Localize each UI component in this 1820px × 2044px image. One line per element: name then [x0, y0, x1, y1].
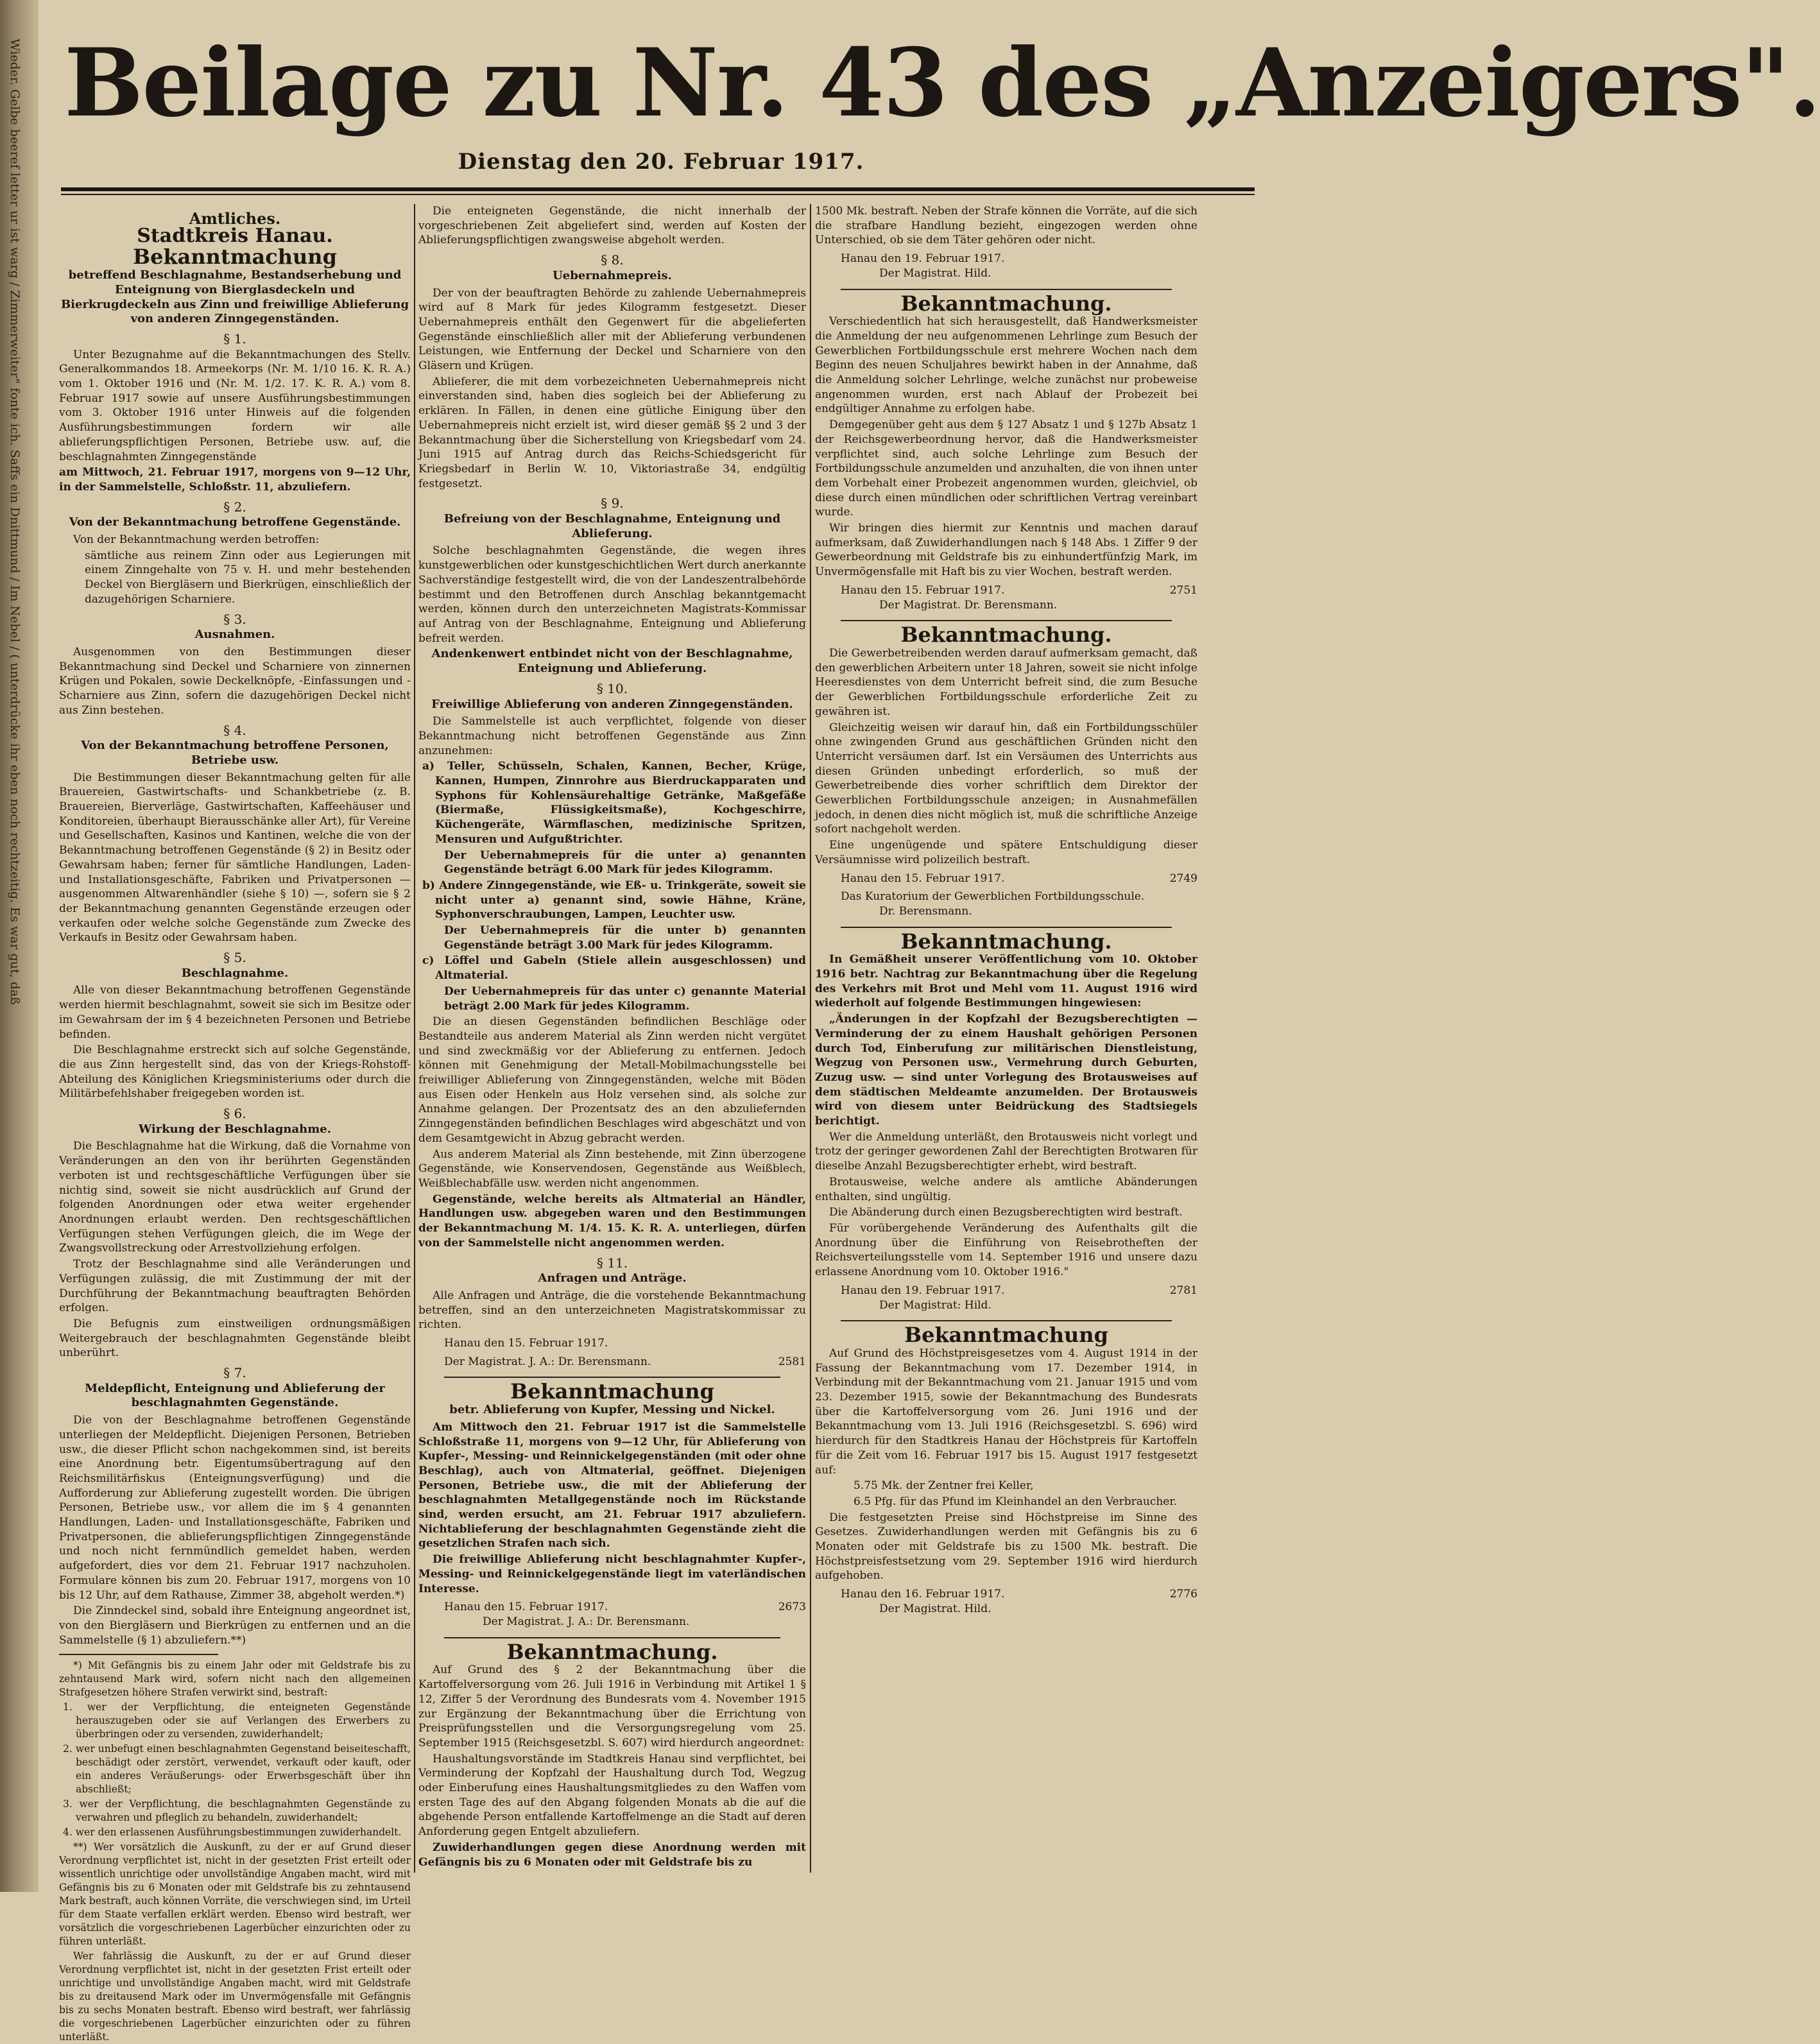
masthead-rule — [61, 187, 1255, 191]
paragraph-text: Unter Bezugnahme auf die Bekanntmachungen des Stellv. Generalkommandos 18. Armeekorps (Nr. M. 1/10 16. K. R. A.) vom 1. Oktober 1916 und (Nr. M. 1/2. 17. K. R. A.) vom 8. Februar 1917 sowie auf unsere Ausführungsbestimmungen vom 3. Oktober 1916 unter Hinweis auf die folgenden Ausführungsbestimmungen fordern wir alle ablieferungspflichtigen Personen, Betriebe usw. auf, die beschlagnahmten Zinngegenstände — [59, 348, 411, 463]
binding-text: Wieder. Gelbe beeref letter ur ist warg / Zimmerweiter" fonte ich. Saffs ein Dnittmund / Im Nebel / ( unterdrücke ihr eben noch rechtzeitig. Es war gut, daß — [8, 39, 22, 1005]
notice-date: Hanau den 19. Februar 1917. — [841, 1284, 1005, 1297]
list-item: b) Andere Zinngegenstände, wie Eß- u. Trinkgeräte, soweit sie nicht unter a) genannt sind, sowie Hähne, Kräne, Syphonverschraubungen, Lampen, Leuchter usw. — [422, 879, 806, 922]
paragraph-text: Der von der beauftragten Behörde zu zahlende Uebernahmepreis wird auf 8 Mark für jedes Kilogramm festgesetzt. Dieser Uebernahmepreis enthält den Gegenwert für die abgelieferten Gegenstände einschließlich aller mit der Ablieferung verbundenen Leistungen, wie Entfernung der Deckel und Scharniere von den Gläsern und Krügen. — [418, 286, 806, 373]
paragraph-text: Alle von dieser Bekanntmachung betroffenen Gegenstände werden hiermit beschlagnahmt, soweit sie sich im Besitze oder im Gewahrsam der im § 4 bezeichneten Personen und Betriebe befinden. — [59, 984, 411, 1041]
paragraph-text: Für vorübergehende Veränderung des Aufenthalts gilt die Anordnung über die Einführung von Reisebrotheften der Reichsverteilungsstelle vom 14. September 1916 und unsere dazu erlassene Anordnung vom 10. Oktober 1916." — [815, 1222, 1198, 1279]
notice-date: Hanau den 15. Februar 1917. — [841, 583, 1005, 597]
paragraph-bold: am Mittwoch, 21. Februar 1917, morgens von 9—12 Uhr, in der Sammelstelle, Schloßstr. 11, abzuliefern. — [59, 466, 411, 494]
section-stadtkreis: Stadtkreis Hanau. — [137, 224, 333, 247]
list-item: a) Teller, Schüsseln, Schalen, Kannen, Becher, Krüge, Kannen, Humpen, Zinnrohre aus Bierdruckapparaten und Syphons für Kohlensäurehaltige Getränke, Maßgefäße (Biermaße, Flüssigkeitsmaße), Kochgeschirre, Küchengeräte, Wärmflaschen, medizinische Spritzen, Mensuren und Aufgußtrichter. — [422, 760, 806, 846]
paragraph-heading: § 7. — [223, 1365, 246, 1381]
notice-title: Bekanntmachung. — [900, 929, 1112, 954]
paragraph-subheading: Befreiung von der Beschlagnahme, Enteignung und Ablieferung. — [443, 512, 781, 540]
paragraph-heading: § 3. — [223, 611, 246, 627]
paragraph-text: 1500 Mk. bestraft. Neben der Strafe können die Vorräte, auf die sich die strafbare Handlung bezieht, eingezogen werden ohne Unterschied, ob sie dem Täter gehören oder nicht. — [815, 205, 1198, 247]
column-2 — [418, 204, 806, 1879]
paragraph-subheading: Beschlagnahme. — [181, 966, 289, 980]
paragraph-text: Die Zinndeckel sind, sobald ihre Enteignung angeordnet ist, von den Biergläsern und Bierkrügen zu entfernen und an die Sammelstelle (§ 1) abzuliefern.**) — [59, 1604, 411, 1647]
paragraph-text: sämtliche aus reinem Zinn oder aus Legierungen mit einem Zinngehalte von 75 v. H. und mehr bestehenden Deckel von Biergläsern und Bierkrügen, einschließlich der dazugehörigen Scharniere. — [85, 549, 411, 606]
price-line: 5.75 Mk. der Zentner frei Keller, — [854, 1479, 1034, 1493]
paragraph-heading: § 5. — [223, 950, 246, 966]
notice-divider — [841, 927, 1172, 928]
notice-date: Hanau den 19. Februar 1917. — [841, 252, 1005, 266]
notice-number: 2581 — [778, 1355, 806, 1368]
footnote-text: *) Mit Gefängnis bis zu einem Jahr oder mit Geldstrafe bis zu zehntausend Mark wird, sofern nicht nach den allgemeinen Strafgesetzen höhere Strafen verwirkt sind, bestraft: — [59, 1660, 411, 1699]
notice-number: 2749 — [1169, 872, 1198, 885]
paragraph-subheading: Von der Bekanntmachung betroffene Gegenstände. — [69, 515, 401, 529]
paragraph-text: Die Beschlagnahme erstreckt sich auf solche Gegenstände, die aus Zinn hergestellt sind, das von der Kriegs-Rohstoff-Abteilung des Königlichen Kriegsministeriums oder durch die Militärbefehlshaber freigegeben worden ist. — [59, 1043, 411, 1101]
price-line: Der Uebernahmepreis für das unter c) genannte Material beträgt 2.00 Mark für jedes Kilogramm. — [444, 984, 806, 1013]
binding-edge — [0, 0, 39, 1892]
paragraph-text: Von der Bekanntmachung werden betroffen: — [73, 533, 320, 547]
paragraph-text: Ausgenommen von den Bestimmungen dieser Bekanntmachung sind Deckel und Scharniere von zinnernen Krügen und Pokalen, sowie Deckelknöpfe, -Einfassungen und -Scharniere aus Zinn, sofern die dazugehörigen Deckel nicht aus Zinn bestehen. — [59, 645, 411, 717]
paragraph-subheading: Meldepflicht, Enteignung und Ablieferung der beschlagnahmten Gegenstände. — [85, 1381, 385, 1410]
price-line: Der Uebernahmepreis für die unter a) genannten Gegenstände beträgt 6.00 Mark für jedes Kilogramm. — [444, 848, 806, 877]
paragraph-text: Auf Grund des Höchstpreisgesetzes vom 4. August 1914 in der Fassung der Bekanntmachung vom 17. Dezember 1914, in Verbindung mit der Bekanntmachung vom 21. Januar 1915 und vom 23. Dezember 1915, sowie der Bekanntmachung des Bundesrats über die Kartoffelversorgung vom 26. Juni 1916 und der Bekanntmachung vom 13. Juli 1916 (Reichsgesetzbl. S. 696) wird hierdurch für den Stadtkreis Hanau der Höchstpreis für Kartoffeln für die Zeit vom 16. Februar 1917 bis 15. August 1917 festgesetzt auf: — [815, 1346, 1198, 1477]
footnote-item: 2. wer unbefugt einen beschlagnahmten Gegenstand beiseiteschafft, beschädigt oder zerstört, verwendet, verkauft oder kauft, oder ein anderes Veräußerungs- oder Erwerbsgeschäft über ihn abschließt; — [63, 1743, 411, 1796]
paragraph-text: Die Gewerbetreibenden werden darauf aufmerksam gemacht, daß den gewerblichen Arbeitern unter 18 Jahren, soweit sie nicht infolge Heeresdienstes von dem Unterricht befreit sind, die zum Besuche der Gewerblichen Fortbildungsschule erforderliche Zeit zu gewähren ist. — [815, 646, 1198, 718]
paragraph-text: Solche beschlagnahmten Gegenstände, die wegen ihres kunstgewerblichen oder kunstgeschichtlichen Wert durch anerkannte Sachverständige festgestellt wird, die von der Landeszentralbehörde bestimmt und den Betroffenen durch Anschlag bekanntgemacht werden, können durch den unterzeichneten Magistrats-Kommissar auf Antrag von der Beschlagnahme, Enteignung und Ablieferung befreit werden. — [418, 544, 807, 645]
paragraph-heading: § 1. — [223, 331, 246, 347]
notice-number: 2673 — [778, 1601, 806, 1614]
paragraph-subheading: Anfragen und Anträge. — [538, 1271, 687, 1285]
paragraph-text: In Gemäßheit unserer Veröffentlichung vom 10. Oktober 1916 betr. Nachtrag zur Bekanntmachung über die Regelung des Verkehrs mit Brot und Mehl vom 11. August 1916 wird wiederholt auf folgende Bestimmungen hingewiesen: — [815, 953, 1198, 1010]
notice-signature: Das Kuratorium der Gewerblichen Fortbildungsschule. — [841, 890, 1145, 904]
notice-signature: Der Magistrat. J. A.: Dr. Berensmann. — [444, 1355, 651, 1368]
notice-title: Bekanntmachung — [904, 1323, 1108, 1348]
paragraph-text: Die Sammelstelle ist auch verpflichtet, folgende von dieser Bekanntmachung nicht betroffenen Gegenstände aus Zinn anzunehmen: — [418, 715, 806, 757]
paragraph-text: Alle Anfragen und Anträge, die die vorstehende Bekanntmachung betreffen, sind an den unterzeichneten Magistratskommissar zu richten. — [418, 1289, 806, 1332]
notice-divider — [841, 620, 1172, 621]
paragraph-text: Die von der Beschlagnahme betroffenen Gegenstände unterliegen der Meldepflicht. Diejenigen Personen, Betrieben usw., die dieser Pflicht schon nachgekommen sind, ist bereits eine Anordnung betr. Eigentumsübertragung auf den Reichsmilitärfiskus (Enteignungsverfügung) und die Aufforderung zur Ablieferung zugestellt worden. Die übrigen Personen, Betriebe usw., vor allem die im § 4 genannten Handlungen, Laden- und Installationsgeschäfte, Fabriken und Privatpersonen, die ablieferungspflichtigen Zinngegenstände und noch nicht fernmündlich gemeldet haben, werden aufgefordert, dies vor dem 21. Februar 1917 nachzuholen. Formulare können bis zum 20. Februar 1917, morgens von 10 bis 12 Uhr, auf dem Rathause, Zimmer 38, abgeholt werden.*) — [59, 1414, 411, 1602]
paragraph-subheading: Von der Bekanntmachung betroffene Personen, Betriebe usw. — [81, 739, 389, 767]
footnote-item: 1. wer der Verpflichtung, die enteigneten Gegenstände herauszugeben oder sie auf Verlangen des Erwerbers zu überbringen oder zu versenden, zuwiderhandelt; — [63, 1701, 411, 1740]
footnote-text: Wer fahrlässig die Auskunft, zu der er auf Grund dieser Verordnung verpflichtet ist, nicht in der gesetzten Frist erteilt oder unrichtige und unvollständige Angaben macht, wird mit Geldstrafe bis zu dreitausend Mark oder im Unvermögensfalle mit Gefängnis bis zu sechs Monaten bestraft. Ebenso wird bestraft, wer fahrlässig die vorgeschriebenen Lagerbücher einzurichten oder zu führen unterläßt. — [59, 1950, 411, 2043]
paragraph-heading: § 11. — [596, 1255, 628, 1271]
paragraph-text: Wer die Anmeldung unterläßt, den Brotausweis nicht vorlegt und trotz der geringer gewordenen Zahl der Berechtigten Brotwaren für dieselbe Anzahl Bezugsberechtigter erhebt, wird bestraft. — [815, 1130, 1198, 1173]
paragraph-heading: § 2. — [223, 499, 246, 515]
paragraph-text: Demgegenüber geht aus dem § 127 Absatz 1 und § 127b Absatz 1 der Reichsgewerbeordnung hervor, daß die Handwerksmeister verpflichtet sind, auch solche Lehrlinge zum Besuch der Fortbildungsschule anzumelden und anzuhalten, die von ihnen unter dem Vorbehalt einer Probezeit angenommen wurden, gleichviel, ob diese durch einen mündlichen oder schriftlichen Vertrag vereinbart wurde. — [815, 418, 1198, 519]
paragraph-subheading: Freiwillige Ablieferung von anderen Zinngegenständen. — [431, 697, 793, 711]
masthead-title: Beilage zu Nr. 43 des „Anzeigers". — [64, 28, 1820, 138]
paragraph-text: Die Befugnis zum einstweiligen ordnungsmäßigen Weitergebrauch der beschlagnahmten Gegenstände bleibt unberührt. — [59, 1317, 411, 1360]
paragraph-heading: § 8. — [601, 252, 624, 268]
paragraph-text: Gleichzeitig weisen wir darauf hin, daß ein Fortbildungsschüler ohne zwingenden Grund aus geschäftlichen Gründen nicht den Unterricht versäumen darf. Ist ein Versäumen des Unterrichts aus diesen Gründen unbedingt erforderlich, so muß der Gewerbetreibende dies vorher schriftlich dem Direktor der Gewerblichen Fortbildungsschule anzeigen; in Ausnahmefällen jedoch, in denen dies nicht möglich ist, muß die schriftliche Anzeige sofort nachgeholt werden. — [815, 721, 1198, 836]
paragraph-text: Die Bestimmungen dieser Bekanntmachung gelten für alle Brauereien, Gastwirtschafts- und Schankbetriebe (z. B. Brauereien, Bierverläge, Gastwirtschaften, Kaffeehäuser und Konditoreien, überhaupt Bierausschänke aller Art), für Vereine und Gesellschaften, Kasinos und Kantinen, welche die von der Bekanntmachung betroffenen Gegenstände (§ 2) in Besitz oder Gewahrsam haben; ferner für sämtliche Handlungen, Laden- und Installationsgeschäfte, Fabriken und Privatpersonen — ausgenommen Altwarenhändler (siehe § 10) —, sofern sie § 2 der Bekanntmachung genannten Gegenstände erzeugen oder verkaufen oder welche solche Gegenstände zum Zwecke des Verkaufs in Besitz oder Gewahrsam haben. — [59, 771, 411, 945]
paragraph-subheading: Ausnahmen. — [194, 628, 275, 642]
notice-signature: Der Magistrat. Hild. — [879, 266, 992, 280]
paragraph-subheading: Wirkung der Beschlagnahme. — [138, 1122, 332, 1136]
notice-signature: Der Magistrat. Hild. — [879, 1602, 992, 1615]
notice-date: Hanau den 15. Februar 1917. — [444, 1601, 608, 1614]
paragraph-text: Die enteigneten Gegenstände, die nicht innerhalb der vorgeschriebenen Zeit abgeliefert sind, werden auf Kosten der Ablieferungspflichtigen zwangsweise abgeholt werden. — [418, 205, 806, 247]
paragraph-bold: Gegenstände, welche bereits als Altmaterial an Händler, Handlungen usw. abgegeben waren und den Bestimmungen der Bekanntmachung M. 1/4. 15. K. R. A. unterliegen, dürfen von der Sammelstelle nicht angenommen werden. — [418, 1192, 806, 1250]
notice-title: Bekanntmachung — [133, 245, 337, 270]
paragraph-text: Die an diesen Gegenständen befindlichen Beschläge oder Bestandteile aus anderem Material als Zinn werden nicht vergütet und sind zweckmäßig vor der Ablieferung zu entfernen. Jedoch können mit Genehmigung der Metall-Mobilmachungsstelle bei freiwilliger Ablieferung von Zinngegenständen, welche mit Böden aus Eisen oder Henkeln aus Holz versehen sind, als solche zur Annahme gelangen. Der Prozentsatz des an den abzuliefernden Zinngegenständen befindlichen Beschlages wird abgeschätzt und von dem Gesamtgewicht in Abzug gebracht werden. — [418, 1015, 806, 1145]
notice-title: Bekanntmachung. — [900, 291, 1112, 316]
paragraph-text: Eine ungenügende und spätere Entschuldigung dieser Versäumnisse wird polizeilich bestraft. — [815, 839, 1198, 866]
notice-divider — [444, 1377, 780, 1378]
paragraph-text: Die Abänderung durch einen Bezugsberechtigten wird bestraft. — [829, 1206, 1183, 1219]
paragraph-heading: § 6. — [223, 1106, 246, 1122]
notice-date: Hanau den 15. Februar 1917. — [444, 1337, 608, 1350]
price-line: Der Uebernahmepreis für die unter b) genannten Gegenstände beträgt 3.00 Mark für jedes Kilogramm. — [444, 924, 806, 952]
paragraph-text: Trotz der Beschlagnahme sind alle Veränderungen und Verfügungen zulässig, die mit Zustimmung der mit der Durchführung der Bekanntmachung beauftragten Behörden erfolgen. — [59, 1258, 411, 1315]
dateline: Dienstag den 20. Februar 1917. — [458, 149, 864, 175]
column-1 — [59, 204, 411, 2043]
masthead-rule-thin — [61, 194, 1255, 195]
column-divider-1 — [414, 204, 415, 1873]
paragraph-text: Wir bringen dies hiermit zur Kenntnis und machen darauf aufmerksam, daß Zuwiderhandlungen nach § 148 Abs. 1 Ziffer 9 der Gewerbeordnung mit Geldstrafe bis zu einhundertfünfzig Mark, im Unvermögensfalle mit Haft bis zu vier Wochen, bestraft werden. — [815, 522, 1198, 579]
paragraph-heading: § 4. — [223, 722, 246, 738]
list-item: c) Löffel und Gabeln (Stiele allein ausgeschlossen) und Altmaterial. — [422, 954, 806, 983]
notice-date: Hanau den 15. Februar 1917. — [841, 872, 1005, 885]
paragraph-text: Ablieferer, die mit dem vorbezeichneten Uebernahmepreis nicht einverstanden sind, haben dies sogleich bei der Ablieferung zu erklären. In Fällen, in denen eine gütliche Einigung über den Uebernahmepreis nicht erzielt ist, wird dieser gemäß §§ 2 und 3 der Bekanntmachung über die Sicherstellung von Kriegsbedarf vom 24. Juni 1915 auf Antrag durch das Reichs-Schiedsgericht für Kriegsbedarf in Berlin W. 10, Viktoriastraße 34, endgültig festgesetzt. — [418, 375, 806, 490]
paragraph-text: Brotausweise, welche andere als amtliche Abänderungen enthalten, sind ungültig. — [815, 1175, 1198, 1203]
footnote-rule — [59, 1654, 218, 1655]
paragraph-text: Die freiwillige Ablieferung nicht beschlagnahmter Kupfer-, Messing- und Reinnickelgegenstände liegt im vaterländischen Interesse. — [418, 1553, 806, 1595]
paragraph-heading: § 10. — [596, 680, 628, 696]
footnote-item: 4. wer den erlassenen Ausführungsbestimmungen zuwiderhandelt. — [63, 1826, 402, 1839]
paragraph-text: Aus anderem Material als Zinn bestehende, mit Zinn überzogene Gegenstände, wie Konservendosen, Gegenstände aus Weißblech, Weißblechabfälle usw. werden nicht angenommen. — [418, 1147, 806, 1190]
notice-number: 2776 — [1169, 1588, 1198, 1601]
notice-divider — [841, 289, 1172, 290]
paragraph-text: Die Beschlagnahme hat die Wirkung, daß die Vornahme von Veränderungen an den von ihr berührten Gegenständen verboten ist und rechtsgeschäftliche Verfügungen über sie nichtig sind, soweit sie nicht ausdrücklich auf Grund der folgenden Anordnungen oder etwa weiter ergehender Anordnungen erlaubt werden. Den rechtsgeschäftlichen Verfügungen stehen Verfügungen gleich, die im Wege der Zwangsvollstreckung oder Arrestvollziehung erfolgen. — [59, 1140, 411, 1255]
paragraph-text: „Änderungen in der Kopfzahl der Bezugsberechtigten — Verminderung der zu einem Haushalt gehörigen Personen durch Tod, Einberufung zur militärischen Dienstleistung, Wegzug von Personen usw., Vermehrung durch Geburten, Zuzug usw. — sind unter Vorlegung des Brotausweises auf dem städtischen Meldeamte anzumelden. Der Brotausweis wird von diesem unter Beidrückung des Stadtsiegels berichtigt. — [815, 1013, 1198, 1128]
paragraph-subheading: Uebernahmepreis. — [553, 268, 672, 282]
notice-title: Bekanntmachung. — [900, 623, 1112, 648]
footnote-item: 3. wer der Verpflichtung, die beschlagnahmten Gegenstände zu verwahren und pfleglich zu behandeln, zuwiderhandelt; — [63, 1798, 411, 1824]
footnote-text: **) Wer vorsätzlich die Auskunft, zu der er auf Grund dieser Verordnung verpflichtet ist, nicht in der gesetzten Frist erteilt oder wissentlich unrichtige oder unvollständige Angaben macht, wird mit Gefängnis bis zu 6 Monaten oder mit Geldstrafe bis zu zehntausend Mark bestraft, auch können Vorräte, die verschwiegen sind, im Urteil für dem Staate verfallen erklärt werden. Ebenso wird bestraft, wer vorsätzlich die vorgeschriebenen Lagerbücher einzurichten oder zu führen unterläßt. — [59, 1841, 411, 1948]
notice-divider — [841, 1320, 1172, 1321]
notice-signature: Der Magistrat: Hild. — [879, 1298, 992, 1312]
price-line: 6.5 Pfg. für das Pfund im Kleinhandel an den Verbraucher. — [854, 1495, 1178, 1508]
paragraph-heading: § 9. — [601, 495, 624, 511]
paragraph-text: Haushaltungsvorstände im Stadtkreis Hanau sind verpflichtet, bei Verminderung der Kopfzahl der Haushaltung durch Tod, Wegzug oder Einberufung eines Haushaltungsmitgliedes zu den Waffen vom ersten Tage des auf den Abgang folgenden Monats ab die auf die abgehende Person entfallende Kartoffelmenge an die Stadt auf deren Anforderung gegen Entgelt abzuliefern. — [418, 1752, 806, 1839]
paragraph-text: Zuwiderhandlungen gegen diese Anordnung werden mit Gefängnis bis zu 6 Monaten oder mit Geldstrafe bis zu — [418, 1841, 806, 1869]
notice-title: Bekanntmachung — [510, 1379, 714, 1404]
notice-signature: Der Magistrat. Dr. Berensmann. — [879, 598, 1058, 612]
notice-subject: betr. Ablieferung von Kupfer, Messing und Nickel. — [449, 1403, 775, 1417]
paragraph-text: Am Mittwoch den 21. Februar 1917 ist die Sammelstelle Schloßstraße 11, morgens von 9—12 Uhr, für Ablieferung von Kupfer-, Messing- und Reinnickelgegenständen (mit oder ohne Beschlag), auch von Altmaterial, geöffnet. Diejenigen Personen, Betriebe usw., die mit der Ablieferung der beschlagnahmten Metallgegenstände noch im Rückstande sind, werden ersucht, am 21. Februar 1917 abzuliefern. Nichtablieferung der beschlagnahmten Gegenstände zieht die gesetzlichen Strafen nach sich. — [418, 1420, 806, 1550]
notice-date: Hanau den 16. Februar 1917. — [841, 1588, 1005, 1601]
column-3 — [815, 204, 1198, 1879]
notice-divider — [444, 1637, 780, 1638]
notice-number: 2751 — [1169, 583, 1198, 597]
paragraph-text: Auf Grund des § 2 der Bekanntmachung über die Kartoffelversorgung vom 26. Juli 1916 in Verbindung mit Artikel 1 § 12, Ziffer 5 der Verordnung des Bundesrats vom 4. November 1915 zur Ergänzung der Bekanntmachung über die Errichtung von Preisprüfungsstellen und die Versorgungsregelung vom 25. September 1915 (Reichsgesetzbl. S. 607) wird hierdurch angeordnet: — [418, 1663, 806, 1749]
notice-title: Bekanntmachung. — [506, 1639, 718, 1664]
paragraph-bold: Andenkenwert entbindet nicht von der Beschlagnahme, Enteignung und Ablieferung. — [431, 647, 793, 676]
notice-signature: Dr. Berensmann. — [879, 904, 972, 918]
paragraph-text: Die festgesetzten Preise sind Höchstpreise im Sinne des Gesetzes. Zuwiderhandlungen werden mit Gefängnis bis zu 6 Monaten oder mit Geldstrafe bis zu 1500 Mk. bestraft. Die Höchstpreisfestsetzung vom 29. September 1916 wird hierdurch aufgehoben. — [815, 1511, 1198, 1583]
notice-signature: Der Magistrat. J. A.: Dr. Berensmann. — [483, 1615, 690, 1628]
notice-subject: betreffend Beschlagnahme, Bestandserhebung und Enteignung von Bierglasdeckeln und Bierkrugdeckeln aus Zinn und freiwillige Ablieferung von anderen Zinngegenständen. — [60, 268, 409, 326]
paragraph-text: Verschiedentlich hat sich herausgestellt, daß Handwerksmeister die Anmeldung der neu aufgenommenen Lehrlinge zum Besuch der Gewerblichen Fortbildungsschule erst mehrere Wochen nach dem Beginn des neuen Schuljahres bewirkt haben in der Annahme, daß die Anmeldung solcher Lehrlinge, welche zunächst nur probeweise angenommen wurden, erst nach Ablauf der Probezeit bei endgültiger Annahme zu erfolgen habe. — [815, 315, 1198, 416]
notice-number: 2781 — [1169, 1284, 1198, 1297]
column-divider-2 — [810, 204, 811, 1873]
section-amtliches: Amtliches. — [189, 209, 281, 228]
